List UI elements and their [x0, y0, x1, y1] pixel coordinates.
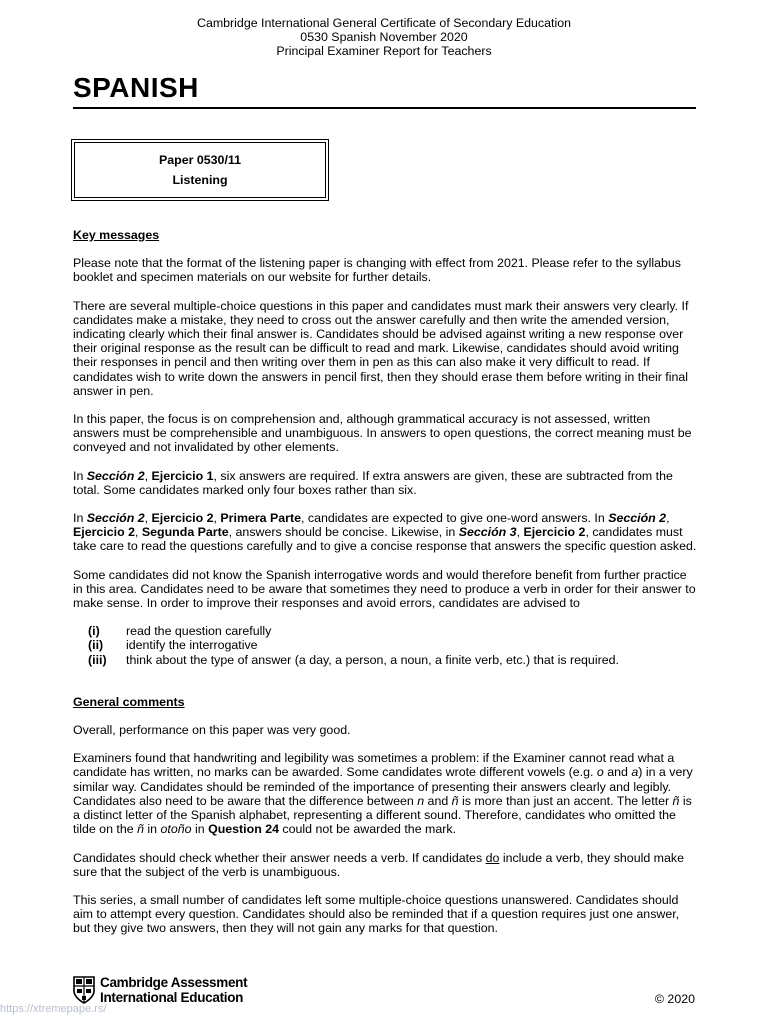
- copyright-notice: © 2020: [654, 992, 695, 1006]
- paper-component: Listening: [172, 173, 228, 187]
- report-body: [73, 228, 697, 950]
- list-item-text: think about the type of answer (a day, a person, a noun, a finite verb, etc.) that is required.: [126, 652, 619, 667]
- key-messages-paragraph: Please note that the format of the listening paper is changing with effect from 2021. Please refer to the syllabus booklet and specimen materials on our website for further details.: [73, 256, 681, 285]
- paper-number: Paper 0530/11: [159, 153, 241, 167]
- list-item-number: (iii): [88, 652, 107, 667]
- shield-crest-icon: [73, 976, 95, 1004]
- list-item-text: identify the interrogative: [126, 638, 258, 653]
- list-item: [88, 653, 697, 667]
- key-messages-paragraph: In this paper, the focus is on comprehension and, although grammatical accuracy is not assessed, written answers must be comprehensible and unambiguous. In answers to open questions, the correct meaning must be conveyed and not invalidated by other elements.: [73, 412, 692, 455]
- watermark-url: https://xtremepape.rs/: [0, 1003, 107, 1015]
- general-comments-paragraph: This series, a small number of candidates left some multiple-choice questions unanswered. Candidates should aim to attempt every question. Candidates should also be reminded that if a question requires just one answer, but they give two answers, then they will not gain any marks for that question.: [73, 892, 680, 936]
- general-comments-heading: General comments: [73, 694, 185, 709]
- header-line-qualification: Cambridge International General Certificate of Secondary Education: [197, 16, 571, 30]
- key-messages-paragraph: In Sección 2, Ejercicio 1, six answers are required. If extra answers are given, these are subtracted from the total. Some candidates marked only four boxes rather than six.: [73, 468, 673, 497]
- list-item: [88, 624, 697, 638]
- list-item-text: read the question carefully: [126, 624, 272, 639]
- list-item: [88, 638, 697, 652]
- header-line-syllabus: 0530 Spanish November 2020: [300, 30, 468, 44]
- title-rule: [73, 107, 696, 109]
- general-comments-paragraph: Overall, performance on this paper was very good.: [73, 723, 351, 738]
- list-item-number: (ii): [88, 638, 104, 653]
- cambridge-logo: [73, 975, 247, 1005]
- key-messages-paragraph: There are several multiple-choice questions in this paper and candidates must mark their answers very clearly. If candidates make a mistake, they need to cross out the answer carefully and then write the amended version, indicating clearly which their final answer is. Candidates should be advised against writing a new response over their original response as the result can be difficult to read and mark. Likewise, candidates should avoid writing their responses in pencil and then writing over them in pen as this can also make it very difficult to read. If candidates wish to write down the answers in pencil first, then they should erase them before writing in their final answer in pen.: [73, 298, 689, 398]
- key-messages-paragraph: In Sección 2, Ejercicio 2, Primera Parte, candidates are expected to give one-word answers. In Sección 2, Ejercicio 2, Segunda Parte, answers should be concise. Likewise, in Sección 3, Ejercicio 2, candidates must take care to read the questions carefully and to give a concise response that answers the specific question asked.: [73, 511, 697, 554]
- logo-line-1: Cambridge Assessment: [100, 975, 248, 990]
- key-messages-paragraph: Some candidates did not know the Spanish interrogative words and would therefore benefit from further practice in this area. Candidates need to be aware that sometimes they need to produce a verb in order for their answer to make sense. In order to improve their responses and avoid errors, candidates are advised to: [73, 567, 696, 611]
- page-title: SPANISH: [73, 72, 199, 103]
- list-item-number: (i): [88, 624, 100, 639]
- document-header: [0, 16, 768, 58]
- advice-list: [88, 624, 697, 667]
- logo-line-2: International Education: [100, 990, 244, 1005]
- paper-box: [71, 139, 329, 201]
- general-comments-paragraph: Candidates should check whether their answer needs a verb. If candidates do include a verb, they should make sure that the subject of the verb is unambiguous.: [73, 850, 684, 879]
- key-messages-heading: Key messages: [73, 228, 160, 242]
- header-line-report: Principal Examiner Report for Teachers: [276, 44, 492, 58]
- general-comments-paragraph: Examiners found that handwriting and legibility was sometimes a problem: if the Examiner cannot read what a candidate has written, no marks can be awarded. Some candidates wrote different vowels (e.g. o and a) in a very similar way. Candidates should be reminded of the importance of presenting their answers clearly and legibly. Candidates also need to be aware that the difference between n and ñ is more than just an accent. The letter ñ is a distinct letter of the Spanish alphabet, representing a different sound. Therefore, candidates who omitted the tilde on the ñ in otoño in Question 24 could not be awarded the mark.: [73, 751, 693, 837]
